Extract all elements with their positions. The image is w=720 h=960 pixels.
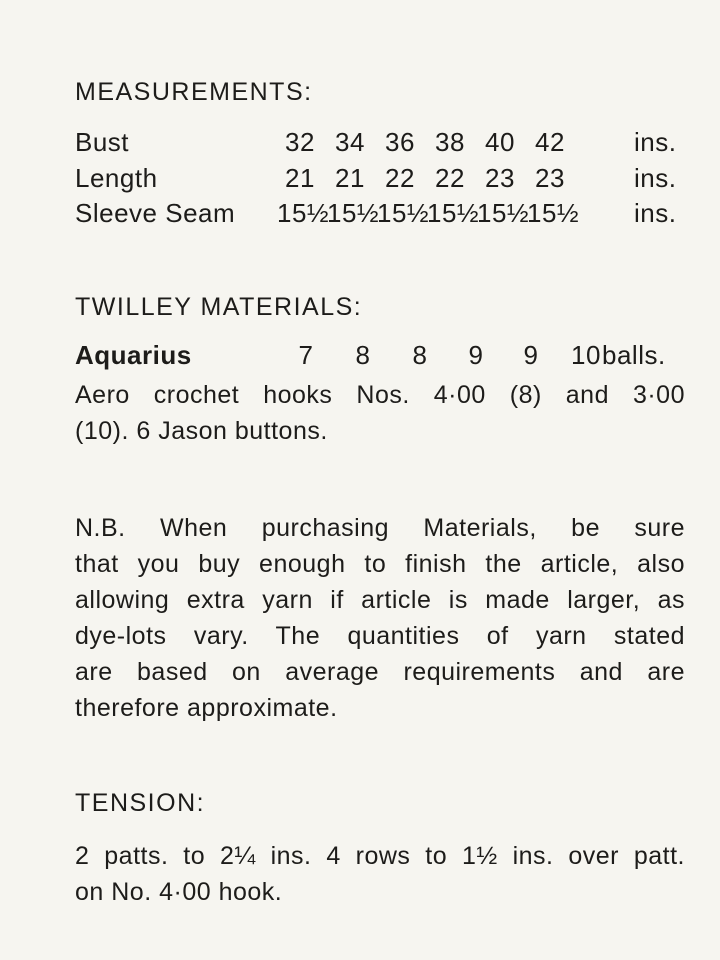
value-cell: 15½ (477, 198, 530, 228)
value-cell: 10 (571, 340, 601, 370)
value-cell: 23 (535, 163, 565, 193)
value-cell: 9 (468, 340, 484, 370)
row-label: Sleeve Seam (75, 198, 236, 228)
row-label: Length (75, 163, 158, 193)
materials-heading: TWILLEY MATERIALS: (75, 293, 363, 321)
unit-label: ins. (634, 127, 677, 157)
value-cell: 34 (335, 127, 365, 157)
text-line: on No. 4·00 hook. (75, 878, 283, 906)
text-line: Aero crochet hooks Nos. 4·00 (8) and 3·00 (75, 381, 685, 409)
text-line: 2 patts. to 2¼ ins. 4 rows to 1½ ins. over patt. (75, 842, 685, 870)
value-cell: 15½ (277, 198, 330, 228)
text-line: dye-lots vary. The quantities of yarn stated (75, 622, 685, 650)
value-cell: 38 (435, 127, 465, 157)
text-line: therefore approximate. (75, 694, 338, 722)
tension-text (75, 838, 685, 910)
unit-label: balls. (602, 340, 666, 370)
value-cell: 8 (412, 340, 428, 370)
text-line: that you buy enough to finish the article, also (75, 550, 685, 578)
text-line: are based on average requirements and are (75, 658, 685, 686)
text-line: N.B. When purchasing Materials, be sure (75, 514, 685, 542)
row-label: Bust (75, 127, 130, 157)
value-cell: 9 (523, 340, 539, 370)
text-line: allowing extra yarn if article is made larger, as (75, 586, 685, 614)
value-cell: 15½ (327, 198, 380, 228)
text-line: (10). 6 Jason buttons. (75, 417, 328, 445)
value-cell: 40 (485, 127, 515, 157)
value-cell: 21 (335, 163, 365, 193)
value-cell: 23 (485, 163, 515, 193)
unit-label: ins. (634, 163, 677, 193)
value-cell: 15½ (427, 198, 480, 228)
value-cell: 15½ (377, 198, 430, 228)
value-cell: 36 (385, 127, 415, 157)
tension-heading: TENSION: (75, 789, 206, 817)
value-cell: 22 (435, 163, 465, 193)
unit-label: ins. (634, 198, 677, 228)
value-cell: 42 (535, 127, 565, 157)
value-cell: 21 (285, 163, 315, 193)
nb-paragraph (75, 510, 685, 726)
value-cell: 32 (285, 127, 315, 157)
value-cell: 15½ (527, 198, 580, 228)
value-cell: 7 (298, 340, 314, 370)
measurements-heading: MEASUREMENTS: (75, 78, 313, 106)
yarn-name: Aquarius (75, 340, 192, 370)
value-cell: 22 (385, 163, 415, 193)
value-cell: 8 (355, 340, 371, 370)
materials-notes (75, 377, 685, 449)
